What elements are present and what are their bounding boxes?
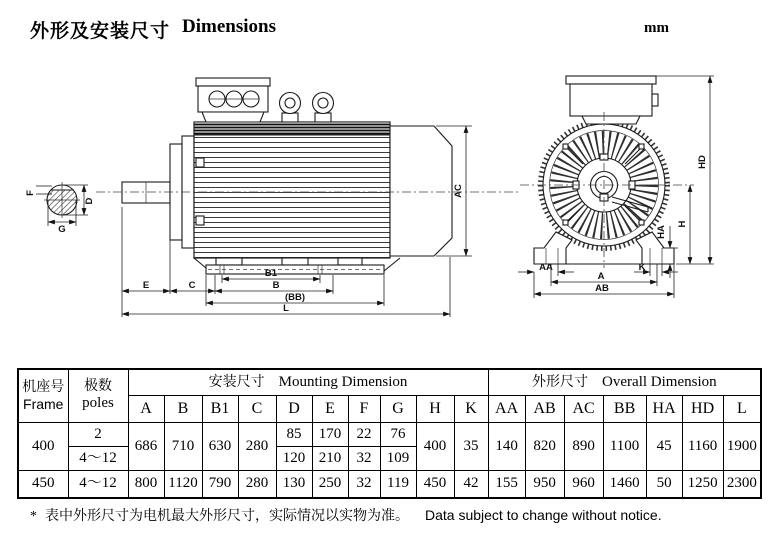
header-poles-en: poles [82,395,114,412]
col-header: B [164,396,202,423]
cell-450-G: 119 [380,471,416,499]
cell-400-L: 1900 [723,423,761,471]
cell-450-AC: 960 [564,471,603,499]
header-overall-zh: 外形尺寸 [532,374,589,390]
cell-400-C: 280 [238,423,276,471]
cell-400-2-E: 170 [312,423,348,447]
cell-450-HA: 50 [646,471,682,499]
cell-450-HD: 1250 [682,471,723,499]
dimension-table [17,368,762,499]
cell-450-AA: 155 [488,471,525,499]
dim-label-hd: HD [697,155,708,169]
col-header: G [380,396,416,423]
cell-400-K: 35 [454,423,488,471]
cell-400-poles-2: 2 [68,423,128,447]
cell-450-K: 42 [454,471,488,499]
col-header: HA [646,396,682,423]
cell-400-412-F: 32 [348,447,380,471]
col-header: A [128,396,164,423]
cell-400-AC: 890 [564,423,603,471]
cell-400-2-F: 22 [348,423,380,447]
col-header: AB [525,396,564,423]
cell-400-2-G: 76 [380,423,416,447]
dim-label-b1: B1 [264,268,278,279]
cell-450-L: 2300 [723,471,761,499]
cell-400-H: 400 [416,423,454,471]
dim-label-f: F [25,190,36,196]
cell-450-AB: 950 [525,471,564,499]
footnote [30,505,662,525]
col-header: AA [488,396,525,423]
dim-label-d: D [84,197,95,205]
col-header: AC [564,396,603,423]
header-overall-group [488,369,761,396]
header-frame [18,369,68,423]
cell-450-H: 450 [416,471,454,499]
col-header: F [348,396,380,423]
shaft-key-detail [25,182,95,235]
page-title-english: Dimensions [182,16,276,37]
dim-label-c: C [188,280,196,291]
header-overall-en: Overall Dimension [602,373,717,390]
cell-450-F: 32 [348,471,380,499]
cell-450-B1: 790 [202,471,238,499]
footnote-text-chinese: 表中外形尺寸为电机最大外形尺寸，实际情况以实物为准。 [45,509,409,524]
page-title-chinese: 外形及安装尺寸 [30,21,171,42]
cell-400-HA: 45 [646,423,682,471]
col-header: H [416,396,454,423]
header-poles-zh: 极数 [84,379,112,395]
cell-450-B: 1120 [164,471,202,499]
cell-450-D: 130 [276,471,312,499]
header-mounting-en: Mounting Dimension [278,373,408,390]
header-frame-zh: 机座号 [22,379,65,395]
dim-label-ac: AC [453,184,464,198]
footnote-text-english: Data subject to change without notice. [425,507,662,523]
dim-label-ha: HA [656,225,667,239]
col-header: C [238,396,276,423]
dim-label-aa: AA [539,262,553,273]
motor-front-view [520,76,694,268]
cell-400-412-E: 210 [312,447,348,471]
dim-label-bb: (BB) [284,292,306,303]
cell-450-C: 280 [238,471,276,499]
header-mounting-zh: 安装尺寸 [208,374,265,390]
col-header: BB [603,396,646,423]
cell-450-E: 250 [312,471,348,499]
cell-400-HD: 1160 [682,423,723,471]
col-header: HD [682,396,723,423]
cell-450-A: 800 [128,471,164,499]
cell-400-412-G: 109 [380,447,416,471]
cell-400-poles-412: 4～12 [68,447,128,471]
motor-side-view [122,78,452,274]
cell-frame-400: 400 [18,423,68,471]
cell-400-B1: 630 [202,423,238,471]
footnote-marker: * [30,509,37,524]
unit-label: mm [644,20,669,36]
cell-400-AB: 820 [525,423,564,471]
cell-450-BB: 1460 [603,471,646,499]
dim-label-g: G [58,224,66,235]
dim-label-k: K [638,262,646,273]
cell-400-BB: 1100 [603,423,646,471]
dim-label-l: L [283,303,289,314]
header-frame-en: Frame [23,396,64,412]
header-mounting-group [128,369,488,396]
cell-400-AA: 140 [488,423,525,471]
dim-label-b: B [272,280,280,291]
header-poles [68,369,128,423]
cell-400-A: 686 [128,423,164,471]
cell-400-B: 710 [164,423,202,471]
dim-label-h: H [677,220,688,228]
dim-label-ab: AB [595,283,609,294]
cell-450-poles: 4～12 [68,471,128,499]
col-header: K [454,396,488,423]
col-header: E [312,396,348,423]
dim-label-e: E [142,280,150,291]
cell-frame-450: 450 [18,471,68,499]
cell-400-2-D: 85 [276,423,312,447]
dim-label-a: A [597,271,605,282]
col-header: B1 [202,396,238,423]
col-header: L [723,396,761,423]
cell-400-412-D: 120 [276,447,312,471]
col-header: D [276,396,312,423]
